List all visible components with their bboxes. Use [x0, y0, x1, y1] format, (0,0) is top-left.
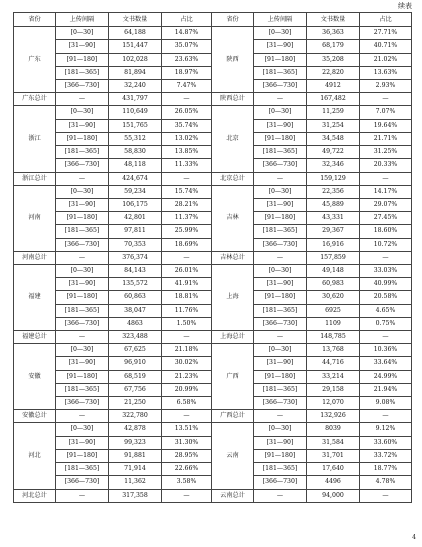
- share-cell: 35.07%: [162, 40, 212, 53]
- interval-cell: [181—365]: [254, 66, 307, 79]
- interval-cell: [366—730]: [56, 476, 109, 489]
- interval-cell: [91—180]: [56, 449, 109, 462]
- interval-cell: [181—365]: [56, 225, 109, 238]
- interval-cell: [0—30]: [56, 27, 109, 40]
- interval-cell: [366—730]: [56, 397, 109, 410]
- interval-cell: [0—30]: [254, 185, 307, 198]
- count-cell: 97,811: [109, 225, 162, 238]
- interval-cell: [31—90]: [254, 198, 307, 211]
- count-cell: 60,863: [109, 291, 162, 304]
- interval-cell: [91—180]: [56, 212, 109, 225]
- count-cell: 31,584: [307, 436, 360, 449]
- share-cell: 33.64%: [360, 357, 412, 370]
- table-row: [14, 106, 412, 119]
- count-cell: 70,353: [109, 238, 162, 251]
- share-cell: 21.02%: [360, 53, 412, 66]
- interval-cell: [31—90]: [254, 357, 307, 370]
- interval-cell: [91—180]: [56, 370, 109, 383]
- share-cell: 14.87%: [162, 27, 212, 40]
- share-cell: 20.33%: [360, 159, 412, 172]
- count-cell: 29,367: [307, 225, 360, 238]
- interval-cell: [181—365]: [254, 383, 307, 396]
- table-row: [14, 185, 412, 198]
- count-cell: 135,572: [109, 278, 162, 291]
- count-cell: 68,179: [307, 40, 360, 53]
- total-label-cell: 云南总计: [212, 489, 254, 502]
- total-interval-cell: —: [56, 331, 109, 344]
- count-cell: 91,881: [109, 449, 162, 462]
- share-cell: 18.60%: [360, 225, 412, 238]
- total-row: [14, 172, 412, 185]
- share-cell: 31.30%: [162, 436, 212, 449]
- share-cell: 9.08%: [360, 397, 412, 410]
- count-cell: 71,914: [109, 463, 162, 476]
- province-cell: 北京: [212, 106, 254, 172]
- interval-cell: [366—730]: [56, 80, 109, 93]
- share-cell: 0.75%: [360, 317, 412, 330]
- interval-cell: [31—90]: [56, 278, 109, 291]
- province-cell: 陕西: [212, 27, 254, 93]
- total-label-cell: 广西总计: [212, 410, 254, 423]
- table-row: [14, 27, 412, 40]
- total-label-cell: 广东总计: [14, 93, 56, 106]
- count-cell: 81,894: [109, 66, 162, 79]
- total-count-cell: 376,374: [109, 251, 162, 264]
- header-share: 占比: [162, 13, 212, 27]
- total-count-cell: 323,488: [109, 331, 162, 344]
- total-count-cell: 157,859: [307, 251, 360, 264]
- share-cell: 13.63%: [360, 66, 412, 79]
- total-count-cell: 132,926: [307, 410, 360, 423]
- share-cell: 24.99%: [360, 370, 412, 383]
- count-cell: 45,889: [307, 198, 360, 211]
- count-cell: 4496: [307, 476, 360, 489]
- share-cell: 7.47%: [162, 80, 212, 93]
- total-interval-cell: —: [56, 489, 109, 502]
- count-cell: 6925: [307, 304, 360, 317]
- count-cell: 106,175: [109, 198, 162, 211]
- count-cell: 31,701: [307, 449, 360, 462]
- count-cell: 49,722: [307, 146, 360, 159]
- share-cell: 26.05%: [162, 106, 212, 119]
- total-interval-cell: —: [254, 93, 307, 106]
- count-cell: 60,983: [307, 278, 360, 291]
- count-cell: 11,259: [307, 106, 360, 119]
- share-cell: 41.91%: [162, 278, 212, 291]
- share-cell: 3.58%: [162, 476, 212, 489]
- share-cell: 27.71%: [360, 27, 412, 40]
- count-cell: 33,214: [307, 370, 360, 383]
- count-cell: 22,820: [307, 66, 360, 79]
- count-cell: 68,519: [109, 370, 162, 383]
- interval-cell: [181—365]: [56, 66, 109, 79]
- interval-cell: [31—90]: [56, 198, 109, 211]
- share-cell: 10.72%: [360, 238, 412, 251]
- interval-cell: [91—180]: [254, 449, 307, 462]
- interval-cell: [366—730]: [56, 317, 109, 330]
- province-cell: 上海: [212, 264, 254, 330]
- interval-cell: [31—90]: [56, 436, 109, 449]
- share-cell: 33.72%: [360, 449, 412, 462]
- interval-cell: [0—30]: [254, 423, 307, 436]
- share-cell: 18.81%: [162, 291, 212, 304]
- province-cell: 河北: [14, 423, 56, 489]
- total-share-cell: —: [162, 93, 212, 106]
- count-cell: 4863: [109, 317, 162, 330]
- page-number: 4: [412, 534, 416, 541]
- count-cell: 59,234: [109, 185, 162, 198]
- interval-cell: [181—365]: [254, 463, 307, 476]
- share-cell: 23.63%: [162, 53, 212, 66]
- total-label-cell: 河南总计: [14, 251, 56, 264]
- share-cell: 28.21%: [162, 198, 212, 211]
- count-cell: 12,070: [307, 397, 360, 410]
- interval-cell: [0—30]: [56, 344, 109, 357]
- share-cell: 26.01%: [162, 264, 212, 277]
- total-share-cell: —: [360, 410, 412, 423]
- total-share-cell: —: [162, 172, 212, 185]
- total-count-cell: 317,358: [109, 489, 162, 502]
- header-count: 文书数量: [109, 13, 162, 27]
- share-cell: 33.03%: [360, 264, 412, 277]
- total-interval-cell: —: [56, 410, 109, 423]
- province-cell: 广西: [212, 344, 254, 410]
- interval-cell: [91—180]: [254, 53, 307, 66]
- share-cell: 25.99%: [162, 225, 212, 238]
- share-cell: 20.58%: [360, 291, 412, 304]
- count-cell: 32,346: [307, 159, 360, 172]
- total-label-cell: 吉林总计: [212, 251, 254, 264]
- interval-cell: [91—180]: [254, 370, 307, 383]
- count-cell: 43,331: [307, 212, 360, 225]
- header-count: 文书数量: [307, 13, 360, 27]
- total-label-cell: 北京总计: [212, 172, 254, 185]
- province-cell: 河南: [14, 185, 56, 251]
- share-cell: 28.95%: [162, 449, 212, 462]
- province-cell: 福建: [14, 264, 56, 330]
- share-cell: 13.02%: [162, 132, 212, 145]
- total-count-cell: 159,129: [307, 172, 360, 185]
- share-cell: 18.97%: [162, 66, 212, 79]
- count-cell: 84,143: [109, 264, 162, 277]
- count-cell: 8039: [307, 423, 360, 436]
- total-interval-cell: —: [56, 251, 109, 264]
- interval-cell: [31—90]: [254, 119, 307, 132]
- count-cell: 102,028: [109, 53, 162, 66]
- count-cell: 30,620: [307, 291, 360, 304]
- count-cell: 42,801: [109, 212, 162, 225]
- interval-cell: [181—365]: [56, 304, 109, 317]
- total-interval-cell: —: [254, 410, 307, 423]
- total-share-cell: —: [360, 251, 412, 264]
- interval-cell: [91—180]: [254, 132, 307, 145]
- count-cell: 58,830: [109, 146, 162, 159]
- interval-cell: [366—730]: [56, 238, 109, 251]
- count-cell: 44,716: [307, 357, 360, 370]
- share-cell: 2.93%: [360, 80, 412, 93]
- count-cell: 29,158: [307, 383, 360, 396]
- total-interval-cell: —: [254, 331, 307, 344]
- header-interval: 上传间隔: [56, 13, 109, 27]
- share-cell: 6.58%: [162, 397, 212, 410]
- total-interval-cell: —: [254, 172, 307, 185]
- interval-cell: [91—180]: [56, 291, 109, 304]
- interval-cell: [91—180]: [56, 53, 109, 66]
- province-cell: 浙江: [14, 106, 56, 172]
- count-cell: 32,240: [109, 80, 162, 93]
- share-cell: 22.66%: [162, 463, 212, 476]
- total-interval-cell: —: [254, 489, 307, 502]
- total-share-cell: —: [360, 93, 412, 106]
- interval-cell: [0—30]: [56, 423, 109, 436]
- interval-table: [13, 12, 412, 503]
- share-cell: 1.50%: [162, 317, 212, 330]
- share-cell: 19.64%: [360, 119, 412, 132]
- province-cell: 云南: [212, 423, 254, 489]
- count-cell: 1109: [307, 317, 360, 330]
- count-cell: 55,312: [109, 132, 162, 145]
- interval-cell: [91—180]: [254, 212, 307, 225]
- interval-cell: [31—90]: [56, 357, 109, 370]
- total-count-cell: 322,780: [109, 410, 162, 423]
- share-cell: 10.36%: [360, 344, 412, 357]
- province-cell: 吉林: [212, 185, 254, 251]
- interval-cell: [366—730]: [254, 159, 307, 172]
- table-body: [14, 27, 412, 503]
- count-cell: 64,188: [109, 27, 162, 40]
- share-cell: 11.33%: [162, 159, 212, 172]
- count-cell: 48,118: [109, 159, 162, 172]
- interval-cell: [181—365]: [254, 146, 307, 159]
- header-interval: 上传间隔: [254, 13, 307, 27]
- count-cell: 16,916: [307, 238, 360, 251]
- share-cell: 31.25%: [360, 146, 412, 159]
- count-cell: 31,254: [307, 119, 360, 132]
- total-interval-cell: —: [56, 172, 109, 185]
- count-cell: 110,649: [109, 106, 162, 119]
- interval-cell: [0—30]: [254, 106, 307, 119]
- share-cell: 21.94%: [360, 383, 412, 396]
- count-cell: 151,765: [109, 119, 162, 132]
- interval-cell: [0—30]: [56, 106, 109, 119]
- total-label-cell: 浙江总计: [14, 172, 56, 185]
- header-province: 省份: [212, 13, 254, 27]
- total-label-cell: 安徽总计: [14, 410, 56, 423]
- share-cell: 21.71%: [360, 132, 412, 145]
- count-cell: 11,362: [109, 476, 162, 489]
- total-count-cell: 148,785: [307, 331, 360, 344]
- interval-cell: [31—90]: [254, 40, 307, 53]
- share-cell: 9.12%: [360, 423, 412, 436]
- interval-cell: [31—90]: [254, 436, 307, 449]
- continued-label: 续表: [398, 2, 412, 10]
- total-share-cell: —: [162, 251, 212, 264]
- count-cell: 38,047: [109, 304, 162, 317]
- share-cell: 20.99%: [162, 383, 212, 396]
- total-count-cell: 424,674: [109, 172, 162, 185]
- total-label-cell: 上海总计: [212, 331, 254, 344]
- interval-cell: [366—730]: [254, 238, 307, 251]
- count-cell: 34,548: [307, 132, 360, 145]
- share-cell: 40.71%: [360, 40, 412, 53]
- interval-cell: [91—180]: [254, 291, 307, 304]
- total-share-cell: —: [360, 172, 412, 185]
- total-count-cell: 431,797: [109, 93, 162, 106]
- share-cell: 4.65%: [360, 304, 412, 317]
- share-cell: 18.69%: [162, 238, 212, 251]
- count-cell: 36,363: [307, 27, 360, 40]
- share-cell: 7.07%: [360, 106, 412, 119]
- count-cell: 96,910: [109, 357, 162, 370]
- count-cell: 4912: [307, 80, 360, 93]
- total-count-cell: 167,482: [307, 93, 360, 106]
- total-count-cell: 94,000: [307, 489, 360, 502]
- count-cell: 22,356: [307, 185, 360, 198]
- total-interval-cell: —: [56, 93, 109, 106]
- total-row: [14, 93, 412, 106]
- share-cell: 35.74%: [162, 119, 212, 132]
- share-cell: 21.18%: [162, 344, 212, 357]
- share-cell: 11.37%: [162, 212, 212, 225]
- count-cell: 17,640: [307, 463, 360, 476]
- table-row: [14, 423, 412, 436]
- total-row: [14, 489, 412, 502]
- province-cell: 安徽: [14, 344, 56, 410]
- share-cell: 14.17%: [360, 185, 412, 198]
- total-label-cell: 福建总计: [14, 331, 56, 344]
- interval-cell: [0—30]: [254, 27, 307, 40]
- total-label-cell: 河北总计: [14, 489, 56, 502]
- header-share: 占比: [360, 13, 412, 27]
- interval-cell: [0—30]: [254, 344, 307, 357]
- interval-cell: [366—730]: [254, 80, 307, 93]
- total-share-cell: —: [162, 410, 212, 423]
- total-interval-cell: —: [254, 251, 307, 264]
- total-row: [14, 410, 412, 423]
- interval-cell: [0—30]: [56, 264, 109, 277]
- interval-cell: [0—30]: [56, 185, 109, 198]
- count-cell: 42,878: [109, 423, 162, 436]
- header-row: [14, 13, 412, 27]
- interval-cell: [366—730]: [254, 317, 307, 330]
- share-cell: 13.51%: [162, 423, 212, 436]
- count-cell: 67,756: [109, 383, 162, 396]
- interval-cell: [366—730]: [254, 397, 307, 410]
- interval-cell: [31—90]: [56, 40, 109, 53]
- share-cell: 11.76%: [162, 304, 212, 317]
- province-cell: 广东: [14, 27, 56, 93]
- interval-cell: [181—365]: [254, 225, 307, 238]
- interval-cell: [31—90]: [56, 119, 109, 132]
- interval-cell: [181—365]: [56, 383, 109, 396]
- total-share-cell: —: [360, 331, 412, 344]
- count-cell: 21,250: [109, 397, 162, 410]
- total-share-cell: —: [162, 489, 212, 502]
- share-cell: 18.77%: [360, 463, 412, 476]
- share-cell: 13.85%: [162, 146, 212, 159]
- interval-cell: [181—365]: [254, 304, 307, 317]
- interval-cell: [0—30]: [254, 264, 307, 277]
- total-row: [14, 331, 412, 344]
- interval-cell: [181—365]: [56, 463, 109, 476]
- share-cell: 33.60%: [360, 436, 412, 449]
- share-cell: 29.07%: [360, 198, 412, 211]
- header-province: 省份: [14, 13, 56, 27]
- table-row: [14, 344, 412, 357]
- interval-cell: [181—365]: [56, 146, 109, 159]
- count-cell: 49,148: [307, 264, 360, 277]
- total-label-cell: 陕西总计: [212, 93, 254, 106]
- total-share-cell: —: [360, 489, 412, 502]
- count-cell: 35,208: [307, 53, 360, 66]
- count-cell: 67,625: [109, 344, 162, 357]
- share-cell: 4.78%: [360, 476, 412, 489]
- interval-cell: [366—730]: [56, 159, 109, 172]
- count-cell: 151,447: [109, 40, 162, 53]
- interval-cell: [91—180]: [56, 132, 109, 145]
- share-cell: 21.23%: [162, 370, 212, 383]
- share-cell: 40.99%: [360, 278, 412, 291]
- count-cell: 99,323: [109, 436, 162, 449]
- share-cell: 15.74%: [162, 185, 212, 198]
- total-share-cell: —: [162, 331, 212, 344]
- interval-cell: [366—730]: [254, 476, 307, 489]
- table-row: [14, 264, 412, 277]
- share-cell: 30.02%: [162, 357, 212, 370]
- total-row: [14, 251, 412, 264]
- share-cell: 27.45%: [360, 212, 412, 225]
- interval-cell: [31—90]: [254, 278, 307, 291]
- count-cell: 13,768: [307, 344, 360, 357]
